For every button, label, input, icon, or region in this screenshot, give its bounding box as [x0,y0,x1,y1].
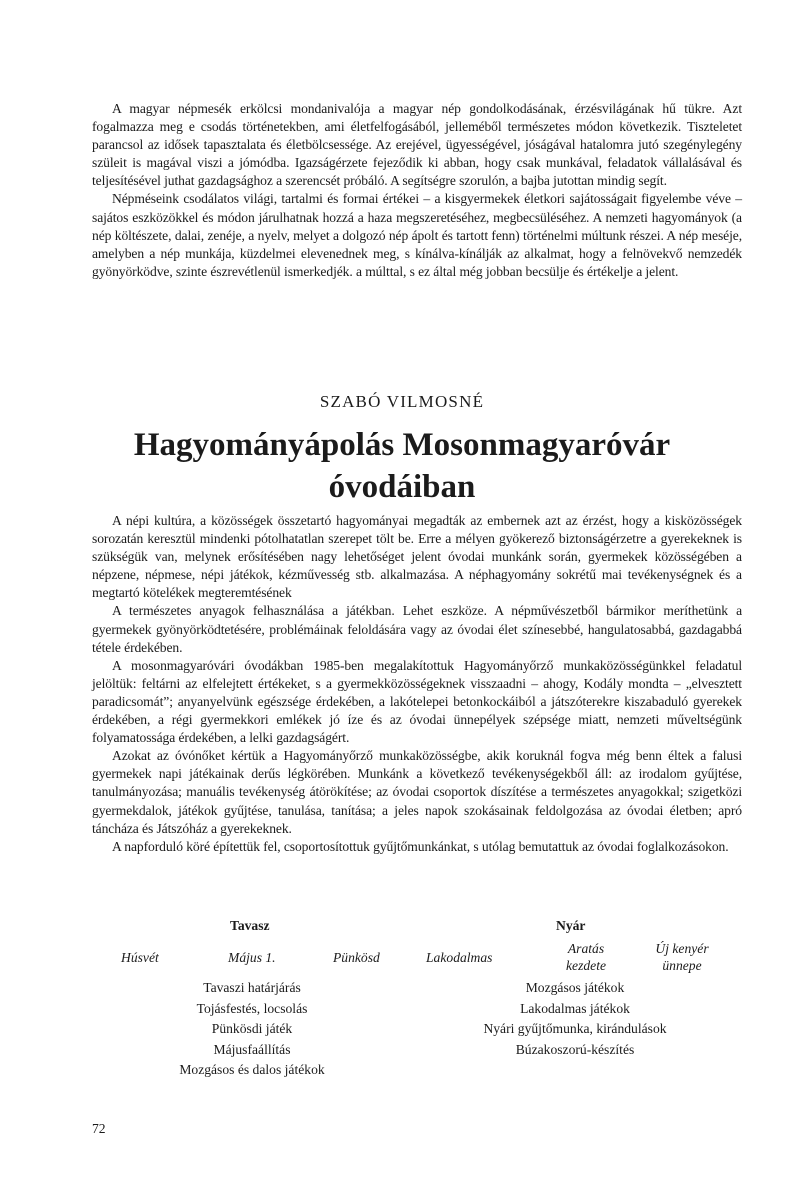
article-title [0,424,804,508]
intro-paragraph: Népméseink csodálatos világi, tartalmi és formai értékei – a kisgyermekek életkori sajátosságait figyelembe véve – sajátos eszközökkel és módon járulhatnak hozzá a haza megszeretéséhez, megbecsüléséhez. A nemzeti hagyományok (a nép költészete, dalai, zenéje, a nyelv, melyet a dolgozó nép ápolt és tartott fenn) történelmi múltunk részei. A nép meséje, amelyben a nép munkája, küzdelmei elevenednek meg, s kínálva-kínálják az alkalmat, hogy a felnövekvő nemzedék gyönyörködve, szinte észrevétlenül ismerkedjék. a múlttal, s ez által még jobban becsülje és értékelje a jelent. [92,191,742,279]
activity-item: Májusfaállítás [213,1041,291,1057]
activity-item: Tojásfestés, locsolás [196,1000,308,1016]
spring-activities [152,978,352,1081]
activity-item: Mozgásos és dalos játékok [179,1062,325,1077]
activity-item: Lakodalmas játékok [520,1000,630,1016]
activity-item: Pünkösdi játék [211,1021,293,1036]
summer-activities [440,978,710,1060]
article-author: SZABÓ VILMOSNÉ [319,392,485,411]
event-punkosd: Pünkösd [333,950,380,965]
body-paragraph: A népi kultúra, a közösségek összetartó hagyományai megadták az embernek azt az érzést, hogy a kisközösségek sorozatán keresztül mindenki pótolhatatlan szerepet tölt be. Erre a mélyen gyökerező biztonságérzetre a gyerekeknek is szükségük van, melynek erősítésében nagy lehetőséget jelent óvodai munkánk során, gyermekek közösségében a népzene, népmese, népi játékok, kézművesség stb. alkalmazása. A néphagyomány sokrétű mai tevékenységnek és a megtartó kötelékek megteremtésének [92,513,742,601]
season-heading-spring: Tavasz [230,918,270,933]
event-husvet: Húsvét [121,950,159,965]
activity-item: Búzakoszorú-készítés [515,1041,635,1057]
event-lakodalmas: Lakodalmas [426,950,493,965]
article-body [92,512,742,856]
body-paragraph: Azokat az óvónőket kértük a Hagyományőrző munkaközösségbe, akik koruknál fogva még benn éltek a falusi gyermekek napi játékainak derűs légkörében. Munkánk a következő tevékenységekből áll: az irodalom gyűjtése, tanulmányozása; manuális tevékenység átörökítése; az óvodai csoportok díszítése a természetes anyagokkal; szigetközi gyermekdalok, játékok gyűjtése, tanulása, tanítása; a jeles napok szokásainak feldolgozása az óvodai életben; apró táncháza és Játszóház a gyerekeknek. [92,748,742,836]
event-majus-1: Május 1. [228,950,276,965]
body-paragraph: A mosonmagyaróvári óvodákban 1985-ben megalakítottuk Hagyományőrző munkaközösségünkkel feladatul jelöltük: feltárni az elfelejtett értékeket, s a gyermekközösségeknek visszaadni – ahogy, Kodály mondta – „elvesztett paradicsomát”; anyanyelvünk egészsége érdekében, a lakótelepei betonkockáiból a játszóterekre kiszabaduló gyerekek érdekében, a régi gyermekkori emlékek jó íze és az óvodai ünnepélyek szépsége miatt, nemzeti műveltségünk folyamatossága érdekében, a lelki gazdagságért. [92,657,742,746]
event-aratas-kezdete: Aratás kezdete [566,941,606,973]
season-heading-summer: Nyár [556,918,586,933]
intro-paragraph: A magyar népmesék erkölcsi mondanivalója a magyar nép gondolkodásának, érzésvilágának hű tükre. Azt fogalmazza meg e csodás történetekben, ami életfelfogásából, jelleméből természetes módon következik. Tiszteletet parancsol az idősek tapasztalata és életbölcsessége. Az erejével, ügyességével, jóságával hatalomra jutó szegénylegény szüleit is magával viszi a jómódba. Igazságérzete fejeződik ki abban, hogy csak munkával, feladatok vállalásával és teljesítésével juthat gazdagsághoz a szerencsét próbáló. A segítségre szorulón, a bajba jutottan mindig segít. [92,101,742,189]
body-paragraph: A napforduló köré építettük fel, csoportosítottuk gyűjtőmunkánkat, s utólag bemutattuk az óvodai foglalkozásokon. [112,838,729,854]
body-paragraph: A természetes anyagok felhasználása a játékban. Lehet eszköze. A népművészetből bármikor meríthetünk a gyermekek gyönyörködtetésére, problémáinak feloldására vagy az óvodai élet színesebbé, hangulatosabbá, gazdagabbá tétele érdekében. [92,603,742,655]
event-uj-kenyer-unnepe: Új kenyér ünnepe [655,941,709,973]
page-number: 72 [92,1121,106,1136]
activity-item: Nyári gyűjtőmunka, kirándulások [483,1021,667,1036]
activity-item: Mozgásos játékok [525,980,625,995]
activity-item: Tavaszi határjárás [203,980,301,995]
article-title-line-1: Hagyományápolás Mosonmagyaróvár [133,427,671,463]
intro-section [92,100,742,281]
article-title-line-2: óvodáiban [328,469,476,505]
